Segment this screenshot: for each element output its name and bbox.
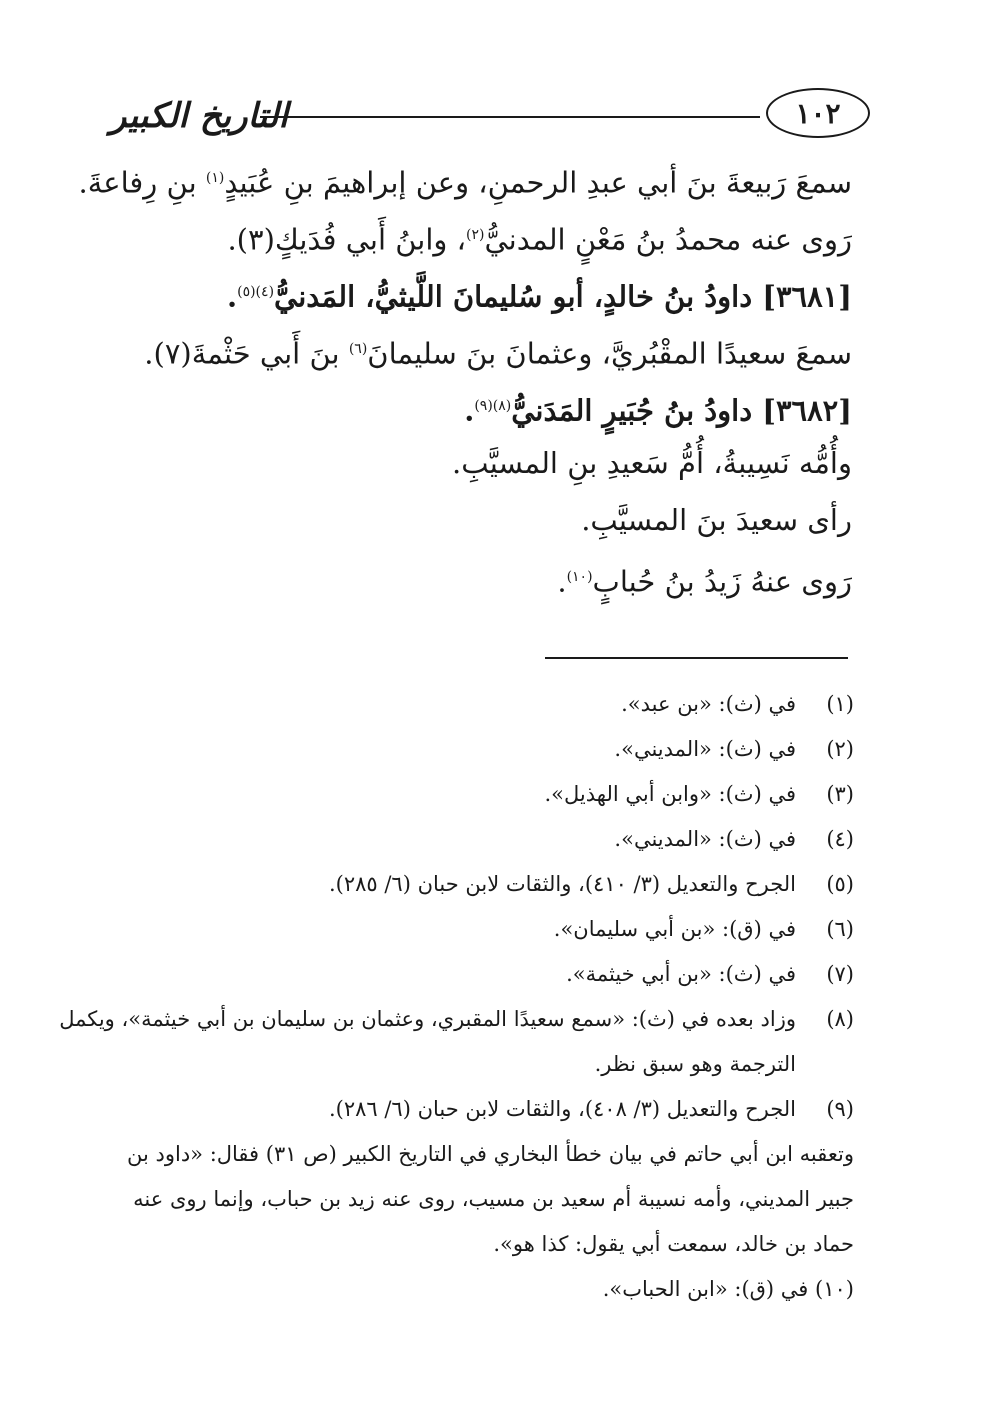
footnote-number: (٨) <box>826 1007 854 1031</box>
footnote-number: (٤) <box>826 827 854 851</box>
footnote <box>94 952 854 997</box>
page-number: ١٠٢ <box>795 96 841 130</box>
footnote-separator <box>545 657 848 659</box>
footnote-text: في (ث): «المديني». <box>614 827 796 851</box>
footnote-text: في (ث): «وابن أبي الهذيل». <box>544 782 796 806</box>
footnote-text: في (ق): «ابن الحباب». <box>602 1277 809 1301</box>
footnote-number: (٥) <box>826 872 854 896</box>
footnote-text: وتعقبه ابن أبي حاتم في بيان خطأ البخاري في التاريخ الكبير (ص ٣١) فقال: «داود بن <box>126 1142 854 1166</box>
main-line: رَوى عنهُ زَيدُ بنُ حُبابٍ$^{(١٠)}$. <box>557 564 852 599</box>
footnote-number: (١٠) <box>815 1277 854 1301</box>
footnote-text: في (ث): «المديني». <box>614 737 796 761</box>
page-number-badge <box>766 88 870 138</box>
footnote <box>94 1087 854 1132</box>
footnote-text: وزاد بعده في (ث): «سمع سعيدًا المقبري، وعثمان بن سليمان بن أبي خيثمة»، ويكمل <box>59 1007 796 1031</box>
header-rule <box>260 116 760 118</box>
footnote <box>94 817 854 862</box>
footnote <box>59 997 854 1087</box>
footnote-text: الجرح والتعديل (٣/ ٤٠٨)، والثقات لابن حبان (٦/ ٢٨٦). <box>328 1097 796 1121</box>
footnote-text: في (ث): «بن أبي خيثمة». <box>566 962 796 986</box>
footnote-ref: (٢) <box>466 227 485 243</box>
footnote-text: الترجمة وهو سبق نظر. <box>594 1052 796 1076</box>
main-line: سمعَ سعيدًا المقْبُريَّ، وعثمانَ بنَ سليمانَ$^{(٦)}$ بنَ أَبي حَثْمةَ(٧). <box>144 336 852 371</box>
footnote-number: (٣) <box>826 782 854 806</box>
main-line: وأُمُّه نَسِيبةُ، أُمُّ سَعيدِ بنِ المسيَّبِ. <box>452 446 852 480</box>
footnote-ref: (١) <box>205 170 225 186</box>
footnote-number: (٦) <box>826 917 854 941</box>
book-title: التاريخ الكبير <box>110 96 288 136</box>
main-line: سمعَ رَبيعةَ بنَ أبي عبدِ الرحمنِ، وعن إبراهيمَ بنِ عُبَيدٍ$^{(١)}$ بنِ رِفاعةَ. <box>78 165 852 200</box>
entry-heading: [٣٦٨١] داودُ بنُ خالدٍ، أبو سُليمانَ اللَّيثيُّ، المَدنيُّ$^{(٤)(٥)}$. <box>226 279 852 314</box>
footnote-text: في (ق): «بن أبي سليمان». <box>553 917 796 941</box>
footnote-ref: (١٠) <box>566 569 593 585</box>
footnote <box>94 862 854 907</box>
footnote <box>94 772 854 817</box>
footnotes <box>59 682 854 1312</box>
entry-heading: [٣٦٨٢] داودُ بنُ جُبَيرٍ المَدَنيُّ$^{(٨)(٩)}$. <box>464 393 852 428</box>
footnote-text: في (ث): «بن عبد». <box>621 692 796 716</box>
page-header <box>110 88 870 148</box>
main-line: رأى سعيدَ بنَ المسيَّبِ. <box>581 503 852 537</box>
main-line: رَوى عنه محمدُ بنُ مَعْنٍ المدنيُّ$^{(٢)}$، وابنُ أَبي فُدَيكٍ(٣). <box>227 222 852 257</box>
footnote-text: الجرح والتعديل (٣/ ٤١٠)، والثقات لابن حبان (٦/ ٢٨٥). <box>328 872 796 896</box>
footnote-ref: (٤)(٥) <box>237 284 275 300</box>
footnote-number: (٢) <box>826 737 854 761</box>
footnote-continuation <box>94 1132 854 1267</box>
footnote-number: (٧) <box>826 962 854 986</box>
footnote-number: (٩) <box>826 1097 854 1121</box>
footnote <box>94 1267 854 1312</box>
footnote <box>94 727 854 772</box>
main-text <box>78 150 852 606</box>
footnote <box>94 682 854 727</box>
footnote-text: حماد بن خالد، سمعت أبي يقول: كذا هو». <box>493 1232 854 1256</box>
footnote-number: (١) <box>826 692 854 716</box>
footnote-text: جبير المديني، وأمه نسيبة أم سعيد بن مسيب، روى عنه زيد بن حباب، وإنما روى عنه <box>133 1187 854 1211</box>
footnote-ref: (٦) <box>348 341 368 357</box>
footnote <box>94 907 854 952</box>
footnote-ref: (٨)(٩) <box>474 398 512 414</box>
